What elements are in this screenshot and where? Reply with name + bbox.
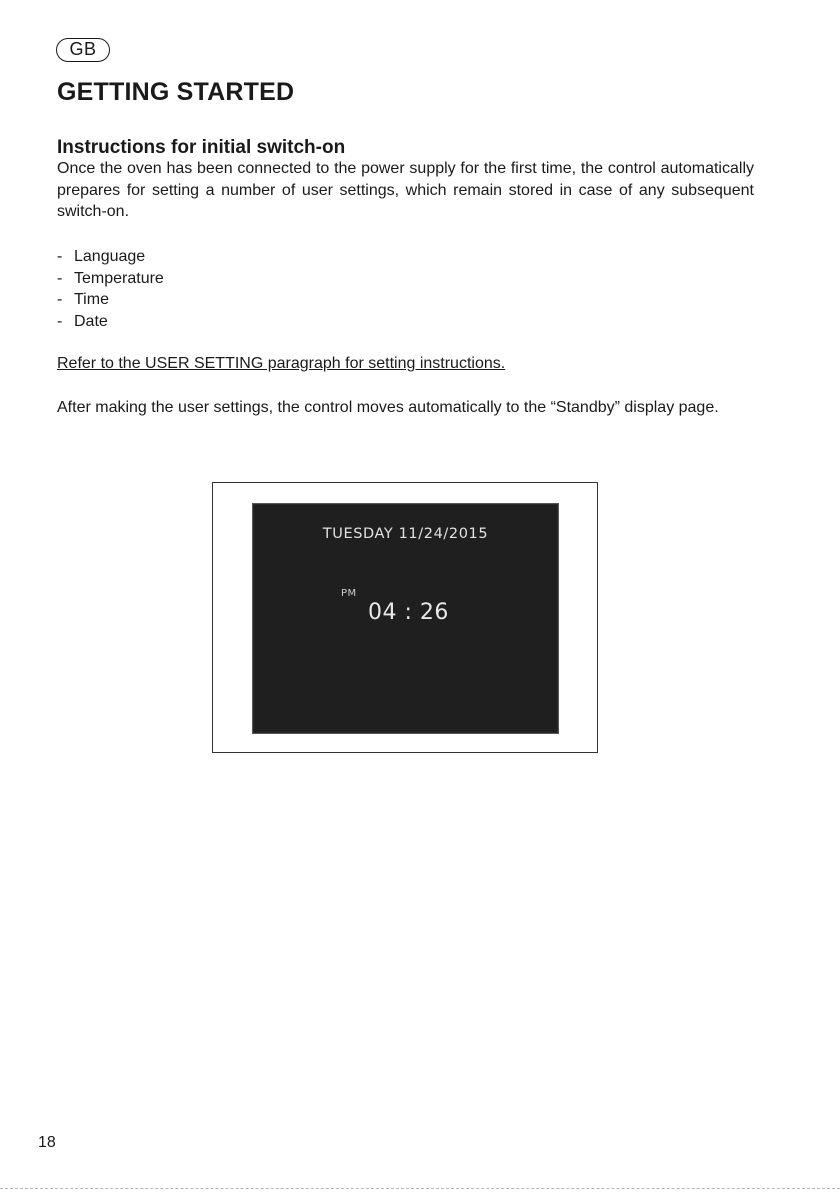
list-marker: - [57, 291, 63, 308]
page-number: 18 [38, 1134, 56, 1151]
list-item-label: Date [74, 312, 108, 330]
list-marker: - [57, 248, 63, 265]
list-marker: - [57, 269, 63, 287]
standby-display-screen [252, 503, 559, 734]
page-title: GETTING STARTED [57, 78, 295, 106]
list-item-label: Time [74, 291, 109, 308]
intro-paragraph: Once the oven has been connected to the power supply for the first time, the control automatically prepares for setting a number of user settings, which remain stored in case of any subsequent switch-on. [57, 160, 754, 220]
display-time: 04 : 26 [368, 600, 449, 625]
standby-paragraph: After making the user settings, the control moves automatically to the “Standby” display page. [57, 399, 719, 416]
display-figure [212, 482, 598, 753]
section-heading: Instructions for initial switch-on [57, 137, 346, 158]
display-date: TUESDAY 11/24/2015 [322, 526, 489, 542]
list-item [57, 268, 164, 290]
list-item [57, 246, 164, 268]
list-marker: - [57, 312, 63, 330]
language-badge: GB [56, 38, 110, 62]
display-ampm: PM [341, 588, 357, 599]
list-item-label: Temperature [74, 269, 164, 287]
list-item [57, 289, 164, 311]
refer-note: Refer to the USER SETTING paragraph for setting instructions. [57, 355, 506, 372]
user-settings-list [57, 246, 164, 332]
list-item-label: Language [74, 248, 146, 265]
bottom-divider [0, 1188, 840, 1189]
list-item [57, 311, 164, 333]
